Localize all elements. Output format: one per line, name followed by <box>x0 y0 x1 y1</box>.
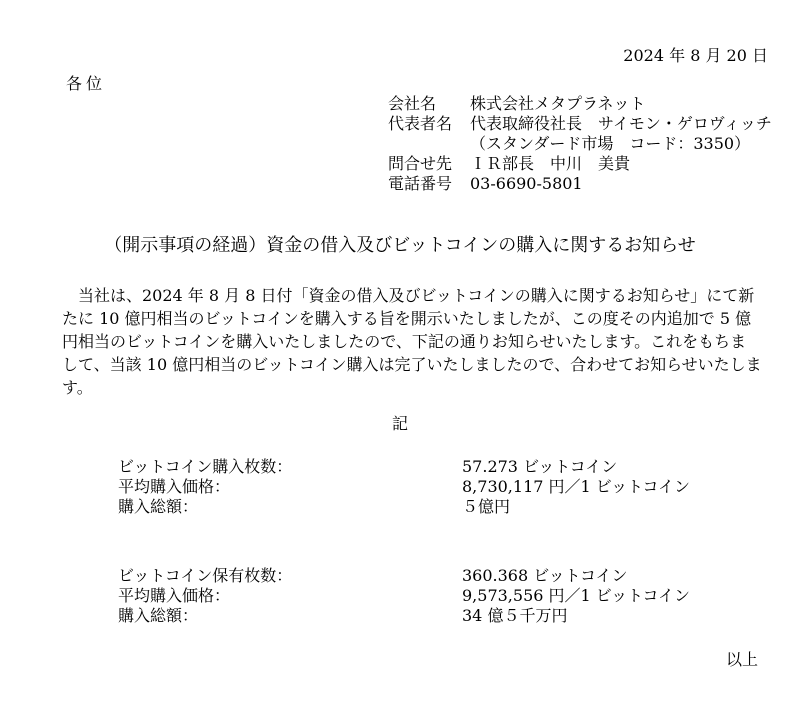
sender-label: 会社名 <box>388 94 437 113</box>
body-text <box>62 284 762 399</box>
company-name: 株式会社メタプラネット <box>470 94 646 113</box>
spec-value: 8,730,117 円／1 ビットコイン <box>462 477 691 496</box>
sender-label <box>388 134 470 154</box>
sender-row-representative <box>388 114 772 134</box>
phone-number: 03-6690-5801 <box>470 174 583 193</box>
sender-row-contact <box>388 154 772 174</box>
spec-label: ビットコイン保有枚数： <box>118 566 293 585</box>
spec-label: 購入総額： <box>118 606 199 625</box>
spec-value: 9,573,556 円／1 ビットコイン <box>462 586 691 605</box>
sender-label: 代表者名 <box>388 114 453 133</box>
holdings-row <box>118 606 690 626</box>
purchase-section <box>118 457 690 517</box>
spec-value: 57.273 ビットコイン <box>462 457 618 476</box>
holdings-row <box>118 566 690 586</box>
closing-mark: 以上 <box>725 650 758 669</box>
body-paragraph: 当社は、2024 年 8 月 8 日付「資金の借入及びビットコインの購入に関するお知らせ」にて新たに 10 億円相当のビットコインを購入する旨を開示いたしましたが、この度その内追加で 5 億円相当のビットコインを購入いたしましたので、下記の通りお知らせいたします。これをもちまして、当該 10 億円相当のビットコイン購入は完了いたしましたので、合わせてお知らせいたします。 <box>62 286 762 397</box>
document-date: 2024 年 8 月 20 日 <box>623 46 768 65</box>
sender-row-company <box>388 94 772 114</box>
purchase-row <box>118 477 690 497</box>
sender-row-phone <box>388 174 772 194</box>
representative-name: 代表取締役社長 サイモン・ゲロヴィッチ <box>470 114 772 133</box>
purchase-row <box>118 497 690 517</box>
spec-value: 34 億５千万円 <box>462 606 568 625</box>
ki-heading: 記 <box>391 414 408 433</box>
sender-label: 問合せ先 <box>388 154 453 173</box>
sender-block <box>388 94 772 194</box>
spec-label: 平均購入価格： <box>118 477 231 496</box>
spec-label: ビットコイン購入枚数： <box>118 457 293 476</box>
spec-label: 平均購入価格： <box>118 586 231 605</box>
spec-value: 360.368 ビットコイン <box>462 566 628 585</box>
spec-label: 購入総額： <box>118 497 199 516</box>
market-code: （スタンダード市場 コード：3350） <box>470 134 751 153</box>
holdings-row <box>118 586 690 606</box>
spec-value: ５億円 <box>462 497 511 516</box>
holdings-section <box>118 566 690 626</box>
sender-row-market <box>388 134 772 154</box>
sender-label: 電話番号 <box>388 174 453 193</box>
addressee: 各位 <box>66 74 107 93</box>
document-title: （開示事項の経過）資金の借入及びビットコインの購入に関するお知らせ <box>104 235 696 256</box>
purchase-row <box>118 457 690 477</box>
contact-person: ＩＲ部長 中川 美貴 <box>470 154 631 173</box>
